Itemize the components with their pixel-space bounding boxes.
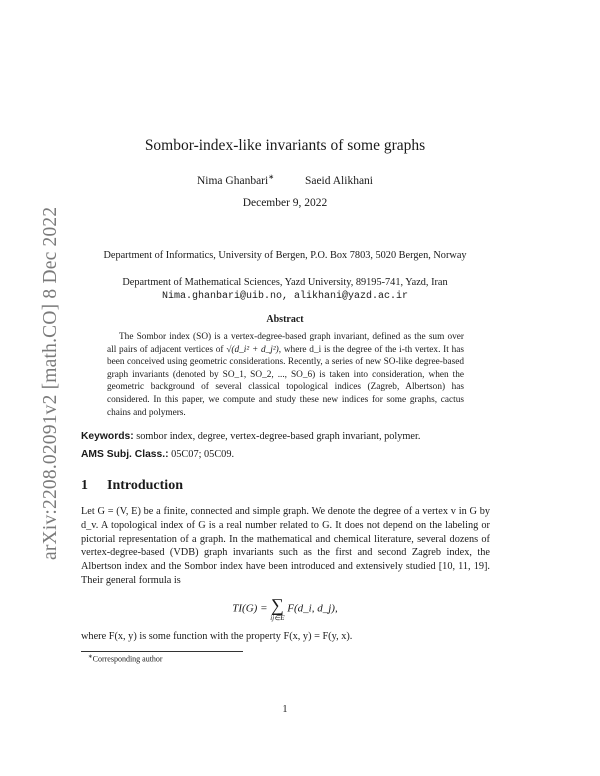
affiliation-1: Department of Informatics, University of Bergen, P.O. Box 7803, 5020 Bergen, Norway: [103, 250, 467, 261]
keywords: [81, 431, 521, 442]
formula-lhs: TI(G) =: [232, 602, 268, 615]
where-line: where F(x, y) is some function with the property F(x, y) = F(y, x).: [81, 631, 353, 642]
ams-text: 05C07; 05C09.: [171, 449, 235, 460]
sum-symbol: ∑ ij∈E: [270, 595, 285, 622]
footnote: [88, 654, 163, 664]
footnote-mark: ∗: [88, 654, 93, 660]
page-number: 1: [282, 704, 288, 715]
abstract-heading: Abstract: [266, 314, 304, 325]
abstract-part-1: The Sombor index (SO) is a vertex-degree-based graph invariant, defined as the sum over all pairs of adjacent vertices of: [107, 332, 464, 355]
abstract-part-2: , where d_i is the degree of the i-th vertex. It has been conceived using geometric considerations. Recently, a series of new SO-like degree-based graph invariants (denoted by SO_1, SO_2, ..., SO_6) is taken into consideration, when the geometric background of several classical topological indices (Zagreb, Albertson) has considered. In this paper, we compute and study these new indices for some graphs, cactus chains and polymers.: [107, 344, 465, 418]
section-number: 1: [81, 478, 88, 493]
author-emails: Nima.ghanbari@uib.no, alikhani@yazd.ac.ir: [161, 291, 409, 302]
authors: [60, 173, 510, 187]
footnote-text: Corresponding author: [92, 654, 163, 664]
abstract-body: [107, 331, 464, 419]
affiliation-2: Department of Mathematical Sciences, Yazd University, 89195-741, Yazd, Iran: [122, 277, 448, 288]
ams-label: AMS Subj. Class.:: [81, 449, 169, 460]
keywords-text: sombor index, degree, vertex-degree-based graph invariant, polymer.: [136, 431, 421, 442]
arxiv-id: arXiv:2208.02091v2 [math.CO] 8 Dec 2022: [40, 206, 61, 560]
paper-date: December 9, 2022: [242, 197, 328, 209]
section-heading: [81, 478, 183, 494]
author-1-mark: ∗: [268, 173, 275, 181]
sum-subscript: ij∈E: [270, 614, 285, 622]
footnote-rule: [81, 651, 243, 652]
section-title: Introduction: [107, 478, 183, 493]
author-1: Nima Ghanbari∗: [196, 173, 275, 187]
intro-paragraph: Let G = (V, E) be a finite, connected and simple graph. We denote the degree of a vertex v in G by d_v. A topological index of G is a real number related to G. It does not depend on the labeling or pictorial representation of a graph. In the mathematical and chemical literature, several dozens of vertex-degree-based (VDB) graph invariants such as the first and second Zagreb index, the Albertson index and the Sombor index have been introduced and extensively studied [10, 11, 19]. Their general formula is: [81, 506, 490, 586]
paper-title: Sombor-index-like invariants of some graphs: [144, 137, 426, 154]
ams-classification: [81, 449, 521, 460]
author-2: Saeid Alikhani: [304, 174, 373, 187]
formula-rhs: F(d_i, d_j),: [287, 602, 338, 615]
arxiv-stamp: [0, 0, 60, 776]
keywords-label: Keywords:: [81, 431, 134, 442]
general-formula: [60, 596, 510, 622]
abstract-formula: √(d_i² + d_j²): [226, 344, 279, 355]
